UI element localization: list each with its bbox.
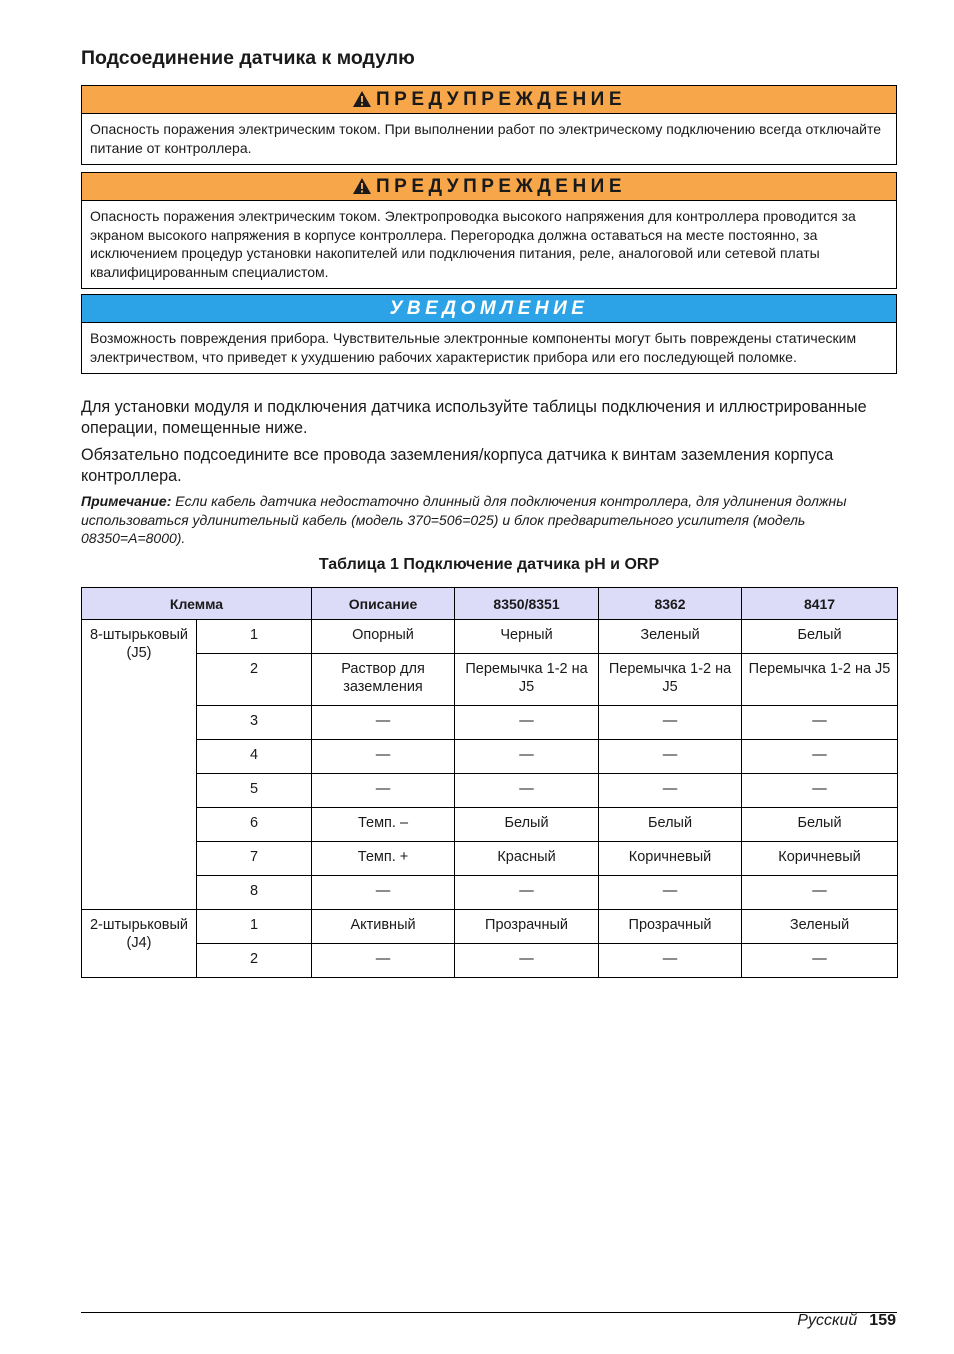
table-cell: Белый — [455, 808, 599, 842]
table-cell: — — [455, 944, 599, 978]
table-cell: — — [599, 944, 742, 978]
warning-triangle-icon — [352, 176, 372, 203]
table-cell: Коричневый — [742, 842, 898, 876]
table-cell: Темп. – — [312, 808, 455, 842]
table-cell: Темп. + — [312, 842, 455, 876]
table-cell: — — [455, 774, 599, 808]
table-cell: Перемычка 1-2 на J5 — [455, 654, 599, 706]
sensor-wiring-table — [81, 587, 898, 978]
table-cell: — — [455, 876, 599, 910]
footer-language: Русский — [797, 1312, 858, 1329]
table-cell: Раствор для заземления — [312, 654, 455, 706]
warning-box-1 — [81, 85, 897, 165]
table-cell: — — [312, 774, 455, 808]
table-cell: — — [599, 876, 742, 910]
pin-cell: 7 — [197, 842, 312, 876]
table-row — [82, 774, 898, 808]
header-8350-8351: 8350/8351 — [455, 588, 599, 620]
section-heading: Подсоединение датчика к модулю — [81, 47, 415, 69]
table-cell: — — [599, 706, 742, 740]
pin-cell: 8 — [197, 876, 312, 910]
table-header-row — [82, 588, 898, 620]
table-row — [82, 740, 898, 774]
header-terminal: Клемма — [82, 588, 312, 620]
group-label-j5: 8-штырьковый (J5) — [82, 620, 197, 910]
table-cell: — — [742, 774, 898, 808]
table-cell: — — [312, 876, 455, 910]
table-cell: — — [742, 944, 898, 978]
table-row — [82, 706, 898, 740]
paragraph-ground: Обязательно подсоедините все провода заземления/корпуса датчика к винтам заземления корпуса контроллера. — [81, 446, 834, 485]
note-label: Примечание: — [81, 493, 172, 509]
warning-title: ПРЕДУПРЕЖДЕНИЕ — [375, 89, 627, 110]
warning-box-2 — [81, 172, 897, 289]
note-text: Если кабель датчика недостаточно длинный для подключения контроллера, для удлинения должны использоваться удлинительный кабель (модель 370=506=025) и блок предварительного усилителя (модель 08350=A=8000). — [81, 493, 847, 546]
pin-cell: 5 — [197, 774, 312, 808]
pin-cell: 6 — [197, 808, 312, 842]
table-cell: Белый — [599, 808, 742, 842]
warning-header — [82, 173, 896, 201]
page-number: 159 — [869, 1312, 896, 1329]
header-8417: 8417 — [742, 588, 898, 620]
table-cell: — — [455, 740, 599, 774]
notice-box — [81, 294, 897, 374]
header-description: Описание — [312, 588, 455, 620]
table-cell: Зеленый — [599, 620, 742, 654]
table-row — [82, 654, 898, 706]
table-cell: Прозрачный — [455, 910, 599, 944]
pin-cell: 1 — [197, 620, 312, 654]
table-cell: Перемычка 1-2 на J5 — [742, 654, 898, 706]
table-row — [82, 944, 898, 978]
table-cell: Прозрачный — [599, 910, 742, 944]
table-cell: — — [742, 706, 898, 740]
table-cell: — — [599, 740, 742, 774]
note — [81, 492, 897, 548]
table-cell: Красный — [455, 842, 599, 876]
table-row — [82, 842, 898, 876]
paragraph-install: Для установки модуля и подключения датчика используйте таблицы подключения и иллюстрированные операции, помещенные ниже. — [81, 398, 867, 437]
warning-title: ПРЕДУПРЕЖДЕНИЕ — [375, 176, 627, 197]
group-label-j4: 2-штырьковый (J4) — [82, 910, 197, 978]
footer-divider — [81, 1312, 897, 1313]
table-row — [82, 808, 898, 842]
pin-cell: 4 — [197, 740, 312, 774]
table-caption: Таблица 1 Подключение датчика pH и ORP — [318, 556, 660, 573]
table-cell: — — [742, 740, 898, 774]
table-cell: Черный — [455, 620, 599, 654]
warning-text: Опасность поражения электрическим током. Электропроводка высокого напряжения для контроллера проводится за экраном высокого напряжения в корпусе контроллера. Перегородка должна оставаться на месте постоянно, за исключением процедур установки накопителей или подключения питания, реле, аналоговой или сетевой платы квалифицированным специалистом. — [90, 208, 856, 280]
warning-triangle-icon — [352, 89, 372, 116]
table-row — [82, 620, 898, 654]
pin-cell: 3 — [197, 706, 312, 740]
table-cell: Белый — [742, 620, 898, 654]
table-cell: Зеленый — [742, 910, 898, 944]
table-cell: — — [599, 774, 742, 808]
warning-header — [82, 86, 896, 114]
table-cell: — — [455, 706, 599, 740]
notice-header: УВЕДОМЛЕНИЕ — [82, 295, 896, 323]
table-cell: Коричневый — [599, 842, 742, 876]
page-footer — [797, 1312, 896, 1330]
warning-text: Опасность поражения электрическим током. При выполнении работ по электрическому подключению всегда отключайте питание от контроллера. — [90, 121, 881, 156]
pin-cell: 2 — [197, 654, 312, 706]
pin-cell: 1 — [197, 910, 312, 944]
table-cell: — — [742, 876, 898, 910]
table-cell: — — [312, 706, 455, 740]
table-row — [82, 910, 898, 944]
notice-text: Возможность повреждения прибора. Чувствительные электронные компоненты могут быть повреждены статическим электричеством, что приведет к ухудшению рабочих характеристик прибора или его последующей поломке. — [90, 330, 857, 365]
table-cell: — — [312, 740, 455, 774]
table-cell: Перемычка 1-2 на J5 — [599, 654, 742, 706]
table-cell: Белый — [742, 808, 898, 842]
table-row — [82, 876, 898, 910]
table-cell: — — [312, 944, 455, 978]
table-cell: Активный — [312, 910, 455, 944]
pin-cell: 2 — [197, 944, 312, 978]
header-8362: 8362 — [599, 588, 742, 620]
table-cell: Опорный — [312, 620, 455, 654]
